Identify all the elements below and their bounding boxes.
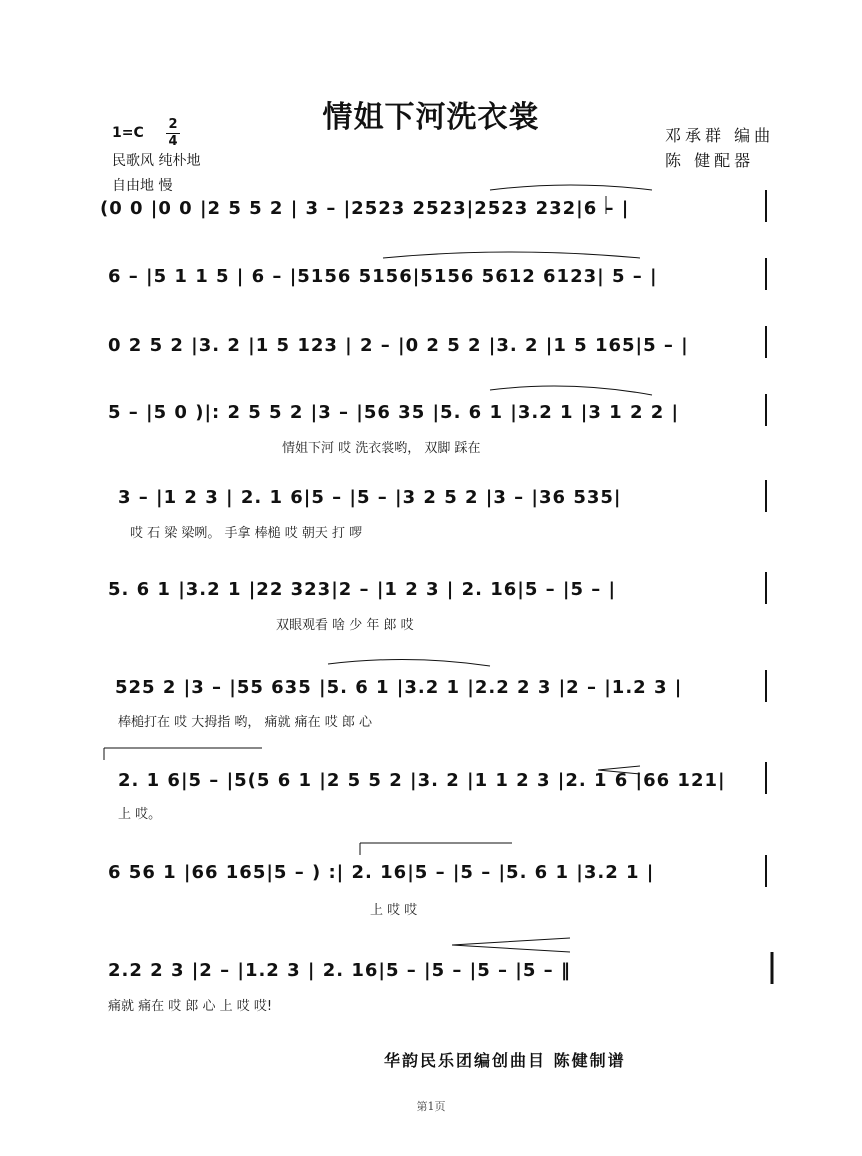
lyrics-line-4: 情姐下河 哎 洗衣裳哟， 双脚 踩在 bbox=[282, 441, 481, 456]
score-line-3: 0 2 5 2 |3. 2 |1 5 123 | 2 – |0 2 5 2 |3. 2 |1 5 165|5 – | bbox=[108, 335, 689, 356]
composer-credit: 邓承群 编曲 bbox=[665, 126, 775, 145]
score-line-9: 6 56 1 |66 165|5 – ) :| 2. 16|5 – |5 – |5. 6 1 |3.2 1 | bbox=[108, 862, 655, 883]
slur-mark bbox=[328, 659, 490, 666]
crescendo-mark bbox=[598, 766, 640, 774]
lyrics-line-8: 上 哎。 bbox=[118, 807, 162, 822]
slur-mark bbox=[490, 185, 652, 190]
arranger-credit: 陈 健配器 bbox=[665, 151, 755, 170]
crescendo-mark bbox=[452, 938, 570, 952]
key-signature: 1=C bbox=[112, 125, 144, 141]
score-line-5: 3 – |1 2 3 | 2. 1 6|5 – |5 – |3 2 5 2 |3 – |36 535| bbox=[118, 487, 622, 508]
lyrics-line-7: 棒槌打在 哎 大拇指 哟， 痛就 痛在 哎 郎 心 bbox=[118, 715, 373, 730]
lyrics-line-10: 痛就 痛在 哎 郎 心 上 哎 哎! bbox=[108, 999, 273, 1014]
footer-credit: 华韵民乐团编创曲目 陈健制谱 bbox=[384, 1051, 626, 1070]
lyrics-line-6: 双眼观看 啥 少 年 郎 哎 bbox=[276, 618, 414, 633]
score-line-2: 6 – |5 1 1 5 | 6 – |5156 5156|5156 5612 6123| 5 – | bbox=[108, 266, 658, 287]
style-marking: 民歌风 纯朴地 bbox=[112, 153, 201, 169]
slur-mark bbox=[383, 252, 640, 258]
score-line-1: (0 0 |0 0 |2 5 5 2 | 3 – |2523 2523|2523 232|6 – | bbox=[100, 198, 630, 219]
lyrics-line-5: 哎 石 梁 梁咧。 手拿 棒槌 哎 朝天 打 啰 bbox=[130, 526, 363, 541]
lyrics-line-9: 上 哎 哎 bbox=[370, 903, 418, 918]
score-line-4: 5 – |5 0 )|: 2 5 5 2 |3 – |56 35 |5. 6 1 |3.2 1 |3 1 2 2 | bbox=[108, 402, 680, 423]
page-number: 第1页 bbox=[416, 1100, 446, 1113]
score-title: 情姐下河洗衣裳 bbox=[322, 100, 540, 135]
slur-mark bbox=[490, 386, 652, 395]
tempo-marking: 自由地 慢 bbox=[112, 178, 173, 194]
score-line-10: 2.2 2 3 |2 – |1.2 3 | 2. 16|5 – |5 – |5 – |5 – ‖ bbox=[108, 960, 571, 981]
time-signature-bottom: 4 bbox=[168, 134, 178, 149]
score-line-6: 5. 6 1 |3.2 1 |22 323|2 – |1 2 3 | 2. 16|5 – |5 – | bbox=[108, 579, 617, 600]
score-line-7: 525 2 |3 – |55 635 |5. 6 1 |3.2 1 |2.2 2 3 |2 – |1.2 3 | bbox=[115, 677, 683, 698]
score-line-8: 2. 1 6|5 – |5(5 6 1 |2 5 5 2 |3. 2 |1 1 2 3 |2. 1 6 |66 121| bbox=[118, 770, 726, 791]
time-signature-top: 2 bbox=[168, 117, 178, 132]
